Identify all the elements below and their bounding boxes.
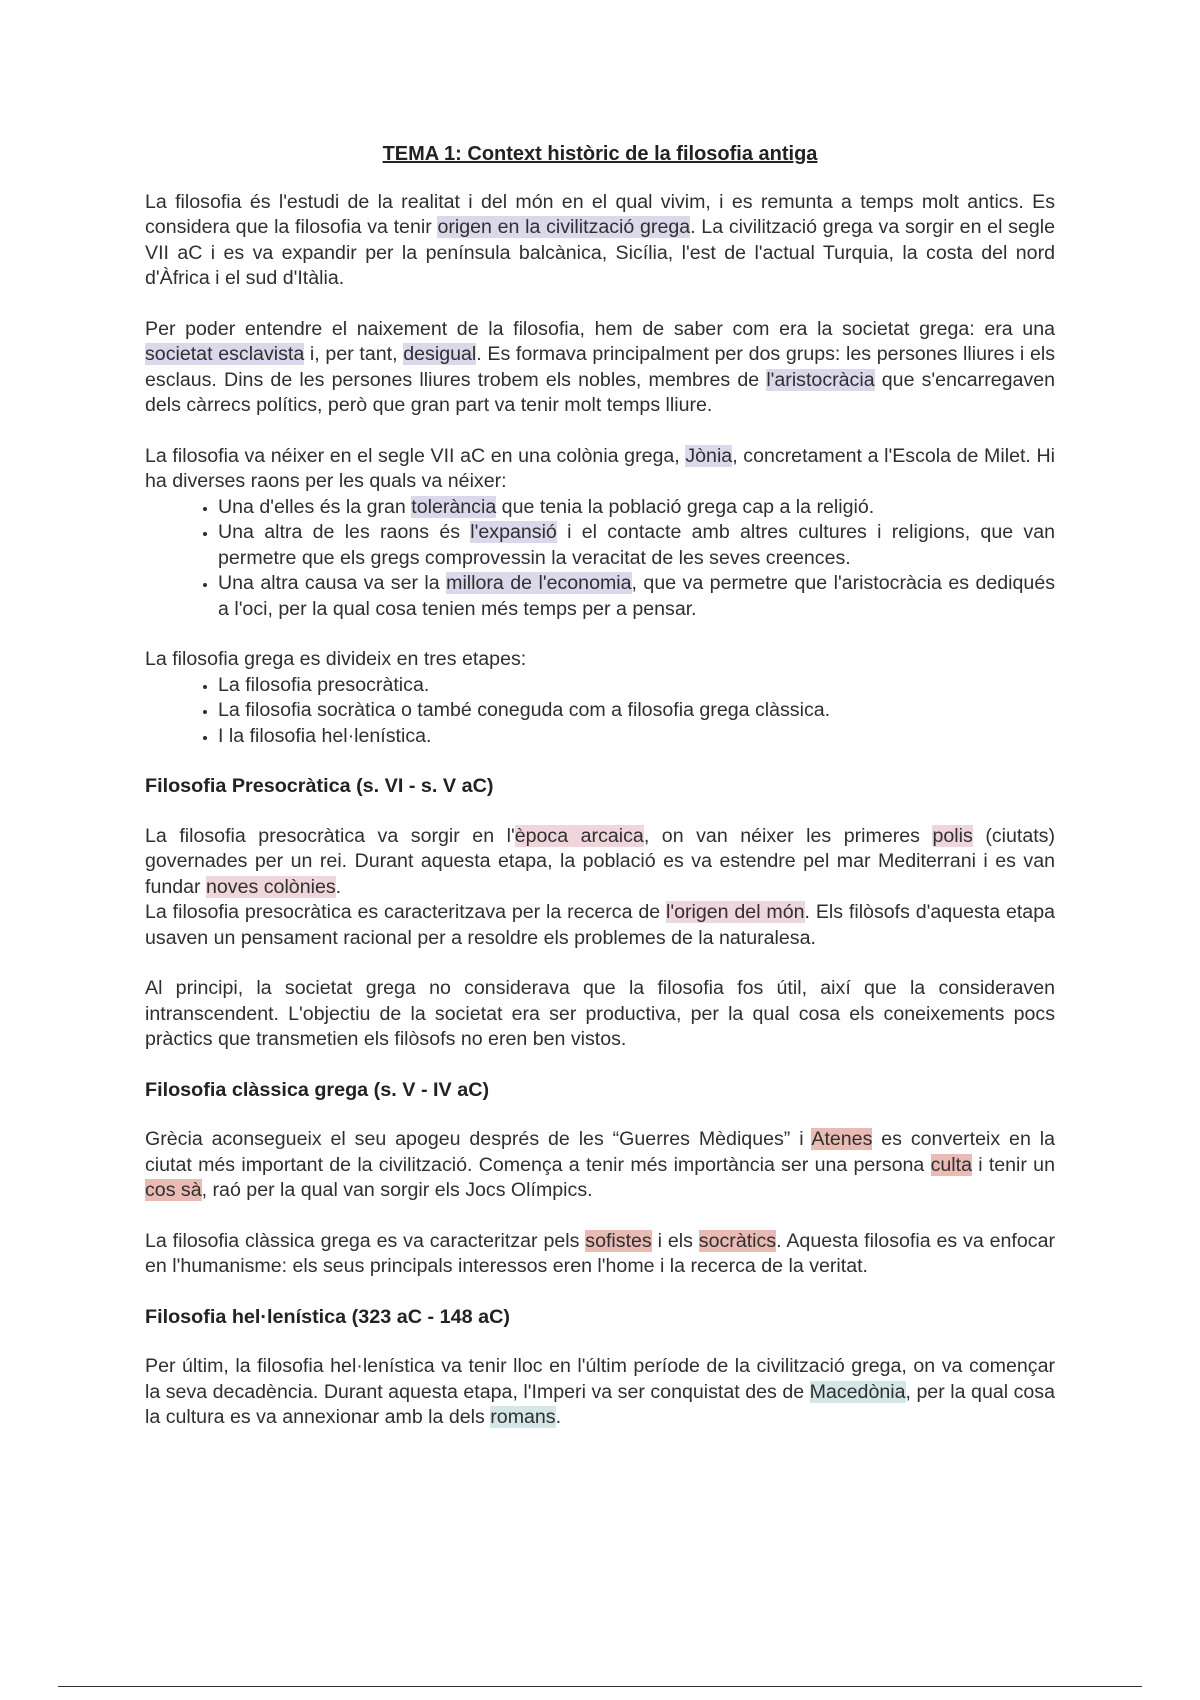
text-span: Per últim, la filosofia hel·lenística va tenir lloc en l'últim període de la civilització grega, on va començar la seva decadència. Durant aquesta etapa, l'Imperi va ser conquistat des de <box>145 1355 1055 1403</box>
text-span: i els <box>651 1229 699 1252</box>
highlight-macedonia: Macedònia <box>809 1380 906 1403</box>
list-item <box>218 495 1055 521</box>
hellenistic-paragraph-1 <box>145 1354 1055 1431</box>
classical-paragraph-2 <box>145 1229 1055 1280</box>
heading-hellenistic: Filosofia hel·lenística (323 aC - 148 aC) <box>145 1305 510 1328</box>
text-span: Per poder entendre el naixement de la filosofia, hem de saber com era la societat grega: era una <box>145 317 1055 340</box>
text-span: que tenia la població grega cap a la religió. <box>496 495 875 518</box>
text-span: , on van néixer les primeres <box>643 824 933 847</box>
document-page <box>145 142 1055 1431</box>
highlight-expansion: l'expansió <box>470 521 557 543</box>
text-span: i el contacte amb altres cultures i religions, que van permetre que els gregs comprovessin la veracitat de les seves creences. <box>218 521 1055 569</box>
text-span: Grècia aconsegueix el seu apogeu després de les “Guerres Mèdiques” i <box>145 1128 812 1150</box>
text-span: La filosofia presocràtica es caracteritzava per la recerca de <box>145 901 666 923</box>
list-item: • La filosofia socràtica o també coneguda com a filosofia grega clàssica. <box>218 698 1055 724</box>
text-span: , per la qual cosa la cultura es va annexionar amb la dels <box>145 1380 1055 1428</box>
highlight-sophists: sofistes <box>585 1229 652 1252</box>
text-span: es converteix en la ciutat més important de la civilització. Comença a tenir més importància ser una persona <box>145 1128 1055 1176</box>
presocratic-paragraph-2 <box>145 900 1055 951</box>
highlight-aristocracy: l'aristocràcia <box>766 368 875 391</box>
highlight-socratics: socràtics <box>698 1229 777 1252</box>
footer-divider <box>58 1686 1142 1687</box>
list-item: • La filosofia presocràtica. <box>218 673 1055 699</box>
highlight-archaic-era: època arcaica <box>514 824 644 847</box>
highlight-economy: millora de l'economia <box>446 572 632 594</box>
text-span: i tenir un <box>971 1153 1055 1176</box>
highlight-unequal: desigual <box>403 343 477 365</box>
presocratic-paragraph-1 <box>145 824 1055 901</box>
text-span: Una d'elles és la gran <box>218 495 412 518</box>
document-title: TEMA 1: Context històric de la filosofia antiga <box>382 143 818 165</box>
highlight-romans: romans <box>490 1406 556 1428</box>
text-span: La filosofia és l'estudi de la realitat i del món en el qual vivim, i es remunta a temps molt antics. Es considera que la filosofia va tenir <box>145 190 1055 238</box>
highlight-polis: polis <box>932 824 973 847</box>
highlight-athens: Atenes <box>811 1128 873 1150</box>
stages-list <box>145 673 1055 750</box>
text-span: . Els filòsofs d'aquesta etapa usaven un pensament racional per a resoldre els problemes de la naturalesa. <box>145 901 1055 949</box>
highlight-cultured: culta <box>930 1153 972 1176</box>
list-item <box>218 571 1055 622</box>
text-span: , raó per la qual van sorgir els Jocs Olímpics. <box>201 1179 593 1201</box>
text-span: Una altra causa va ser la <box>218 572 447 594</box>
highlight-new-colonies: noves colònies <box>206 875 336 898</box>
text-span: . Aquesta filosofia es va enfocar en l'humanisme: els seus principals interessos eren l'home i la recerca de la veritat. <box>145 1229 1055 1277</box>
heading-presocratic: Filosofia Presocràtica (s. VI - s. V aC) <box>145 775 494 797</box>
text-span: . <box>555 1406 562 1428</box>
highlight-origin-of-world: l'origen del món <box>666 901 805 923</box>
text-span: La filosofia clàssica grega es va caracteritzar pels <box>145 1229 586 1252</box>
text-span: , concretament a l'Escola de Milet. Hi ha diverses raons per les quals va néixer: <box>145 444 1055 492</box>
highlight-tolerance: tolerància <box>411 495 497 518</box>
text-span: . <box>335 875 342 898</box>
intro-paragraph-2 <box>145 317 1055 419</box>
text-span: La filosofia va néixer en el segle VII aC en una colònia grega, <box>145 444 686 467</box>
list-item <box>218 520 1055 571</box>
intro-paragraph-3 <box>145 444 1055 495</box>
text-span: (ciutats) governades per un rei. Durant aquesta etapa, la població es va estendre pel mar Mediterrani i es van fundar <box>145 824 1056 898</box>
text-span: , que va permetre que l'aristocràcia es dediqués a l'oci, per la qual cosa tenien més temps per a pensar. <box>218 572 1056 620</box>
highlight-jonia: Jònia <box>685 444 733 467</box>
text-span: Una altra de les raons és <box>218 521 471 543</box>
highlight-healthy-body: cos sà <box>145 1179 202 1201</box>
intro-paragraph-1 <box>145 190 1055 292</box>
list-item: • I la filosofia hel·lenística. <box>218 724 1055 750</box>
text-span: i, per tant, <box>304 343 404 365</box>
text-span: La filosofia presocràtica va sorgir en l' <box>145 824 515 847</box>
text-span: . La civilització grega va sorgir en el segle VII aC i es va expandir per la península balcànica, Sicília, l'est de l'actual Turquia, la costa del nord d'Àfrica i el sud d'Itàlia. <box>145 216 1055 289</box>
text-span: . Es formava principalment per dos grups: les persones lliures i els esclaus. Dins de les persones lliures trobem els nobles, membres de <box>145 343 1056 391</box>
presocratic-paragraph-3: Al principi, la societat grega no considerava que la filosofia fos útil, així que la consideraven intranscendent. L'objectiu de la societat era ser productiva, per la qual cosa els coneixements pocs pràctics que transmetien els filòsofs no eren ben vistos. <box>145 977 1055 1050</box>
stages-intro: La filosofia grega es divideix en tres etapes: <box>145 648 527 670</box>
highlight-origin: origen en la civilització grega <box>437 216 691 238</box>
highlight-slave-society: societat esclavista <box>145 343 305 365</box>
reasons-list <box>145 495 1055 623</box>
text-span: que s'encarregaven dels càrrecs polítics, però que gran part va tenir molt temps lliure. <box>145 368 1055 416</box>
classical-paragraph-1 <box>145 1127 1055 1204</box>
heading-classical: Filosofia clàssica grega (s. V - IV aC) <box>145 1078 490 1101</box>
